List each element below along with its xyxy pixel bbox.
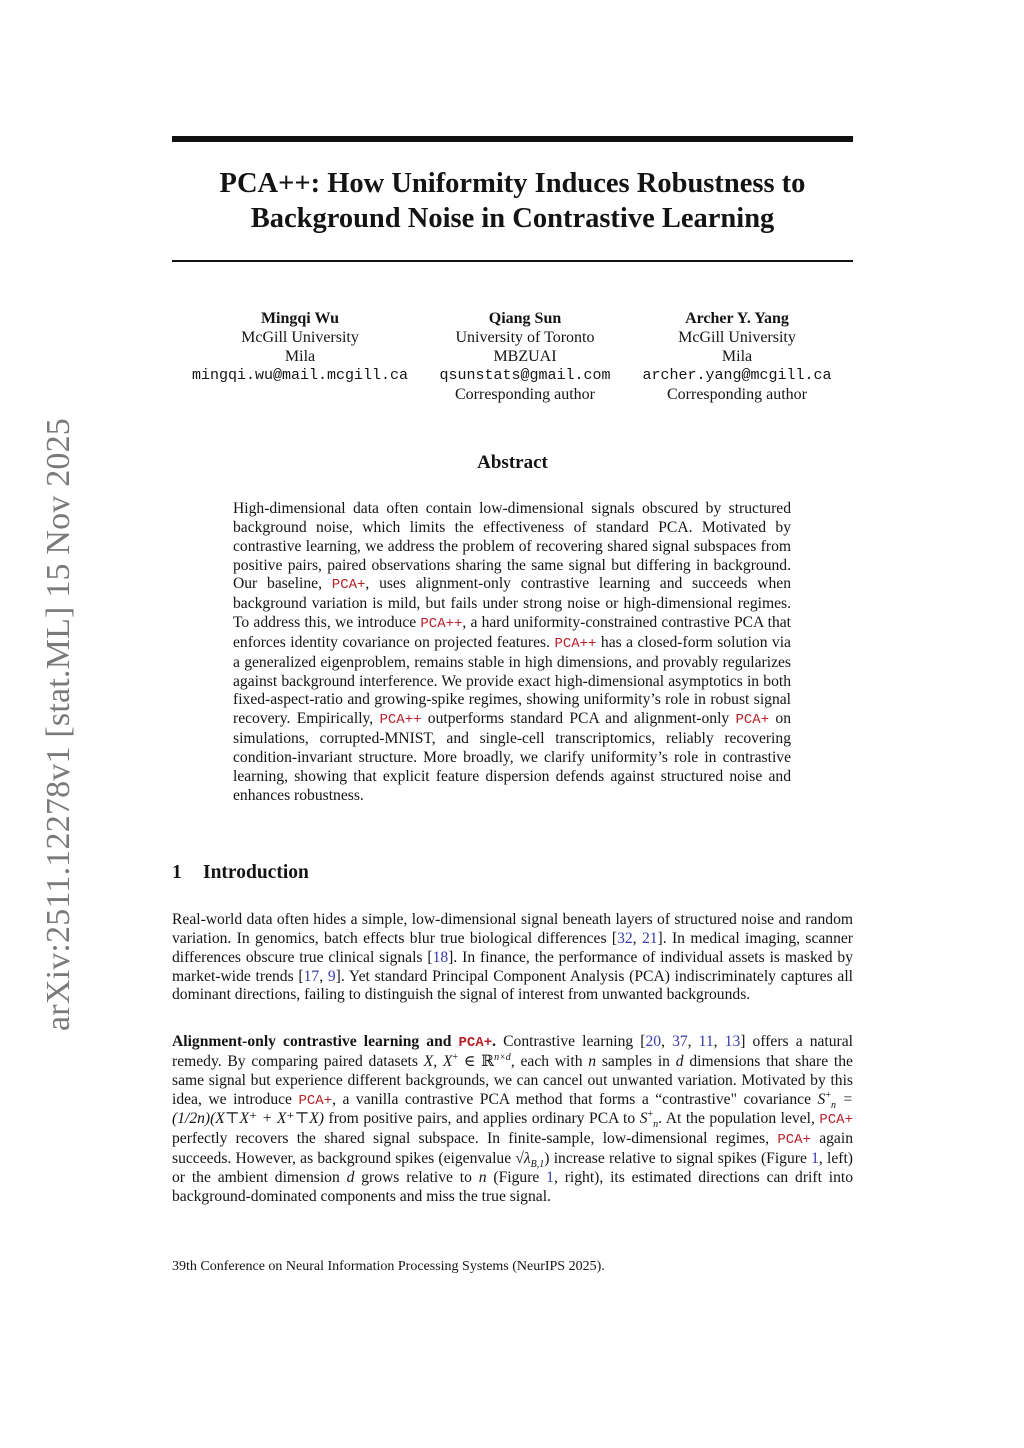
- author-name: Mingqi Wu: [260, 310, 340, 327]
- citation-link[interactable]: 13: [724, 1033, 741, 1050]
- abstract-heading: Abstract: [477, 452, 548, 473]
- citation-link[interactable]: 37: [672, 1033, 688, 1050]
- abstract-sentence: has a closed-form solution via a generalized eigenproblem, remains stable in high dimensions, and provably regularizes against background interference. We provide exact high-dimensional asymptotics in both fixed-aspect-ratio and growing-spike regimes, showing uniformity’s role in robust signal recovery. Empirically,: [233, 633, 791, 728]
- method-name: PCA++: [554, 635, 597, 652]
- method-name: PCA+: [777, 1132, 811, 1149]
- conference-footnote: 39th Conference on Neural Information Processing Systems (NeurIPS 2025).: [172, 1259, 605, 1274]
- abstract-sentence: on simulations, corrupted-MNIST, and single-cell transcriptomics, reliably recovering condition-invariant structure. More broadly, we clarify uniformity’s role in contrastive learning, showing that explicit feature dispersion defends against structured noise and enhances robustness.: [233, 710, 791, 804]
- author-affiliation: McGill University: [241, 329, 359, 346]
- author-note: Corresponding author: [455, 386, 595, 403]
- title-rule-top: [172, 136, 853, 142]
- method-name: PCA+: [331, 577, 366, 594]
- paragraph-lead: Alignment-only contrastive learning and: [172, 1033, 452, 1050]
- method-name: PCA++: [379, 712, 422, 729]
- author-block: [175, 309, 425, 385]
- method-name: PCA+: [458, 1035, 493, 1051]
- citation-link[interactable]: 20: [645, 1033, 662, 1050]
- method-name: PCA+: [735, 712, 770, 729]
- abstract-text: [233, 500, 791, 806]
- abstract-sentence: , a hard uniformity-constrained contrastive PCA that enforces identity covariance on projected features.: [233, 614, 792, 651]
- author-block: [612, 309, 862, 404]
- author-affiliation: Mila: [284, 348, 316, 365]
- title-line-2: Background Noise in Contrastive Learning: [250, 203, 775, 234]
- abstract-sentence: High-dimensional data often contain low-dimensional signals obscured by structured background noise, which limits the effectiveness of standard PCA. Motivated by contrastive learning, we address the problem of recovering shared signal subspaces from positive pairs, paired observations sharing the same signal but differing in background. Our baseline,: [233, 500, 791, 593]
- citation-link[interactable]: 21: [641, 929, 658, 947]
- citation-link[interactable]: 18: [432, 948, 449, 966]
- figure-link[interactable]: 1: [811, 1150, 819, 1168]
- author-email[interactable]: mingqi.wu@mail.mcgill.ca: [191, 367, 409, 384]
- figure-link[interactable]: 1: [546, 1168, 554, 1186]
- author-affiliation: McGill University: [678, 329, 796, 346]
- author-email[interactable]: qsunstats@gmail.com: [439, 367, 611, 384]
- citation-link[interactable]: 32: [617, 929, 633, 947]
- author-note: Corresponding author: [667, 386, 807, 403]
- arxiv-identifier: arXiv:2511.12278v1 [stat.ML] 15 Nov 2025: [40, 417, 77, 1031]
- citation-link[interactable]: 9: [327, 967, 336, 985]
- section-title: Introduction: [203, 862, 309, 883]
- math-symbol: S: [817, 1090, 826, 1108]
- abstract-sentence: outperforms standard PCA and alignment-only: [427, 710, 730, 728]
- method-name: PCA++: [420, 616, 463, 633]
- math-formula: = (1/2n)(X⊤X⁺ + X⁺⊤X): [172, 1090, 853, 1128]
- author-name: Archer Y. Yang: [685, 310, 789, 327]
- intro-paragraph: Alignment-only contrastive learning and PCA+. Contrastive learning [20, 37, 11, 13] offers a natural remedy. By comparing paired datasets X, X+ ∈ ℝ$^{n\times d}$, each with n samples in d dimensions that share the same signal but experience different backgrounds, we can cancel out unwanted variation. Motivated by this idea, we introduce PCA+, a vanilla contrastive PCA method that forms a “contrastive" covariance $S^+_n$ = (1/2n)(X⊤X⁺ + X⁺⊤X) from positive pairs, and applies ordinary PCA to $S^+_n$. At the population level, PCA+ perfectly recovers the shared signal subspace. In finite-sample, low-dimensional regimes, PCA+ again succeeds. However, as background spikes (eigenvalue $√\lambda_{B,1}$) increase relative to signal spikes (Figure 1, left) or the ambient dimension d grows relative to n (Figure 1, right), its estimated directions can drift into background-dominated components and miss the true signal.: [172, 1033, 854, 1205]
- section-heading: [172, 862, 309, 884]
- math-symbol: X, X: [423, 1052, 453, 1070]
- method-name: PCA+: [298, 1092, 333, 1109]
- author-affiliation: MBZUAI: [493, 348, 557, 365]
- author-affiliation: University of Toronto: [455, 329, 595, 346]
- title-line-1: PCA++: How Uniformity Induces Robustness to: [219, 168, 806, 199]
- author-name: Qiang Sun: [488, 310, 562, 327]
- citation-link[interactable]: 17: [303, 967, 320, 985]
- section-number: 1: [172, 862, 182, 883]
- author-affiliation: Mila: [721, 348, 753, 365]
- method-name: PCA+: [819, 1112, 853, 1129]
- paper-title: [172, 166, 853, 236]
- math-symbol: √λ: [515, 1150, 531, 1168]
- author-email[interactable]: archer.yang@mcgill.ca: [642, 367, 832, 384]
- abstract-sentence: , uses alignment-only contrastive learning and succeeds when background variation is mild, but fails under strong noise or high-dimensional regimes. To address this, we introduce: [233, 575, 792, 632]
- intro-paragraph: Real-world data often hides a simple, low-dimensional signal beneath layers of structured noise and random variation. In genomics, batch effects blur true biological differences [32, 21]. In medical imaging, scanner differences obscure true clinical signals [18]. In finance, the performance of individual assets is masked by market-wide trends [17, 9]. Yet standard Principal Component Analysis (PCA) indiscriminately captures all dominant directions, failing to distinguish the signal of interest from unwanted backgrounds.: [172, 911, 854, 1004]
- citation-link[interactable]: 11: [698, 1033, 714, 1050]
- title-rule-bottom: [172, 260, 853, 262]
